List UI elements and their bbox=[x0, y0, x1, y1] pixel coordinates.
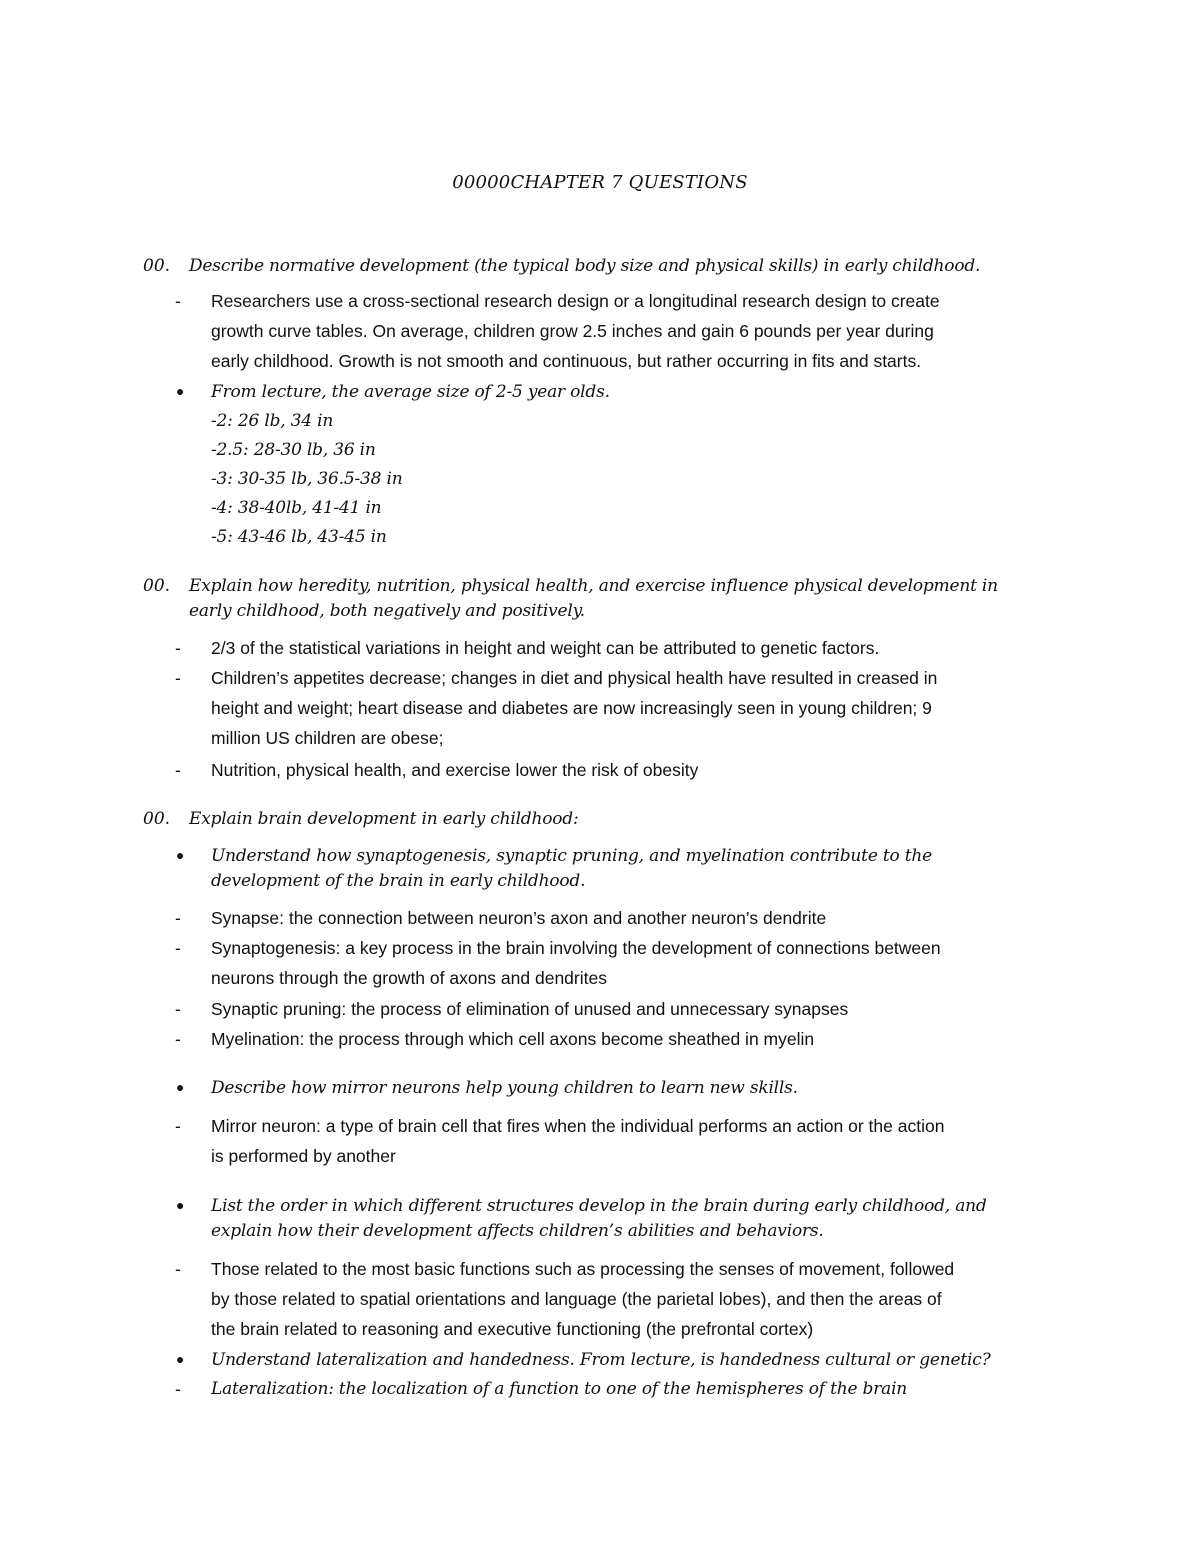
dash-marker: - bbox=[175, 1116, 181, 1136]
bullet-text: List the order in which different structures develop in the brain during early childhood, and bbox=[211, 1196, 987, 1216]
dash-marker: - bbox=[175, 1029, 181, 1049]
answer-line: neurons through the growth of axons and dendrites bbox=[211, 968, 607, 988]
bullet-icon: ● bbox=[176, 1353, 185, 1368]
question-2-text: Explain how heredity, nutrition, physical health, and exercise influence physical development in bbox=[189, 576, 998, 596]
bullet-text: explain how their development affects children’s abilities and behaviors. bbox=[211, 1221, 824, 1241]
dash-marker: - bbox=[175, 1259, 181, 1279]
answer-line: Synaptic pruning: the process of elimination of unused and unnecessary synapses bbox=[211, 999, 849, 1019]
answer-line: is performed by another bbox=[211, 1146, 396, 1166]
question-1-text: Describe normative development (the typical body size and physical skills) in early childhood. bbox=[189, 256, 981, 276]
answer-line: Children’s appetites decrease; changes in diet and physical health have resulted in creased in bbox=[211, 668, 938, 688]
bullet-text: Understand lateralization and handedness. From lecture, is handedness cultural or genetic? bbox=[211, 1350, 991, 1370]
question-2-number: 00. bbox=[143, 576, 171, 596]
answer-line: Mirror neuron: a type of brain cell that fires when the individual performs an action or the action bbox=[211, 1116, 945, 1136]
bullet-icon: ● bbox=[176, 1199, 185, 1214]
size-line: -5: 43-46 lb, 43-45 in bbox=[211, 527, 387, 547]
answer-line: Myelination: the process through which cell axons become sheathed in myelin bbox=[211, 1029, 815, 1049]
question-1-number: 00. bbox=[143, 256, 171, 276]
answer-line: Synapse: the connection between neuron’s axon and another neuron’s dendrite bbox=[211, 908, 827, 928]
bullet-text: Understand how synaptogenesis, synaptic pruning, and myelination contribute to the bbox=[211, 846, 932, 866]
bullet-text: From lecture, the average size of 2-5 year olds. bbox=[211, 382, 610, 402]
dash-marker: - bbox=[175, 1379, 181, 1399]
answer-line: the brain related to reasoning and executive functioning (the prefrontal cortex) bbox=[211, 1319, 814, 1339]
question-3-text: Explain brain development in early childhood: bbox=[189, 809, 579, 829]
page-title: 00000CHAPTER 7 QUESTIONS bbox=[452, 172, 748, 193]
answer-line: Nutrition, physical health, and exercise lower the risk of obesity bbox=[211, 760, 699, 780]
bullet-text: development of the brain in early childhood. bbox=[211, 871, 586, 891]
dash-marker: - bbox=[175, 668, 181, 688]
bullet-icon: ● bbox=[176, 1081, 185, 1096]
bullet-icon: ● bbox=[176, 385, 185, 400]
dash-marker: - bbox=[175, 291, 181, 311]
dash-marker: - bbox=[175, 908, 181, 928]
answer-line: million US children are obese; bbox=[211, 728, 444, 748]
answer-line: by those related to spatial orientations and language (the parietal lobes), and then the areas of bbox=[211, 1289, 942, 1309]
dash-marker: - bbox=[175, 638, 181, 658]
dash-marker: - bbox=[175, 760, 181, 780]
dash-marker: - bbox=[175, 938, 181, 958]
answer-line: Those related to the most basic functions such as processing the senses of movement, followed bbox=[211, 1259, 955, 1279]
size-line: -2: 26 lb, 34 in bbox=[211, 411, 334, 431]
bullet-text: Describe how mirror neurons help young children to learn new skills. bbox=[211, 1078, 798, 1098]
size-line: -3: 30-35 lb, 36.5-38 in bbox=[211, 469, 403, 489]
answer-line: height and weight; heart disease and diabetes are now increasingly seen in young children; 9 bbox=[211, 698, 932, 718]
answer-line: Researchers use a cross-sectional research design or a longitudinal research design to create bbox=[211, 291, 940, 311]
answer-line: Synaptogenesis: a key process in the brain involving the development of connections between bbox=[211, 938, 941, 958]
question-2-text: early childhood, both negatively and positively. bbox=[189, 601, 585, 621]
dash-marker: - bbox=[175, 999, 181, 1019]
bullet-icon: ● bbox=[176, 849, 185, 864]
question-3-number: 00. bbox=[143, 809, 171, 829]
answer-line: 2/3 of the statistical variations in height and weight can be attributed to genetic factors. bbox=[211, 638, 880, 658]
size-line: -2.5: 28-30 lb, 36 in bbox=[211, 440, 376, 460]
answer-line: early childhood. Growth is not smooth and continuous, but rather occurring in fits and starts. bbox=[211, 351, 922, 371]
size-line: -4: 38-40lb, 41-41 in bbox=[211, 498, 382, 518]
answer-line: growth curve tables. On average, children grow 2.5 inches and gain 6 pounds per year during bbox=[211, 321, 934, 341]
answer-line: Lateralization: the localization of a function to one of the hemispheres of the brain bbox=[211, 1379, 908, 1399]
